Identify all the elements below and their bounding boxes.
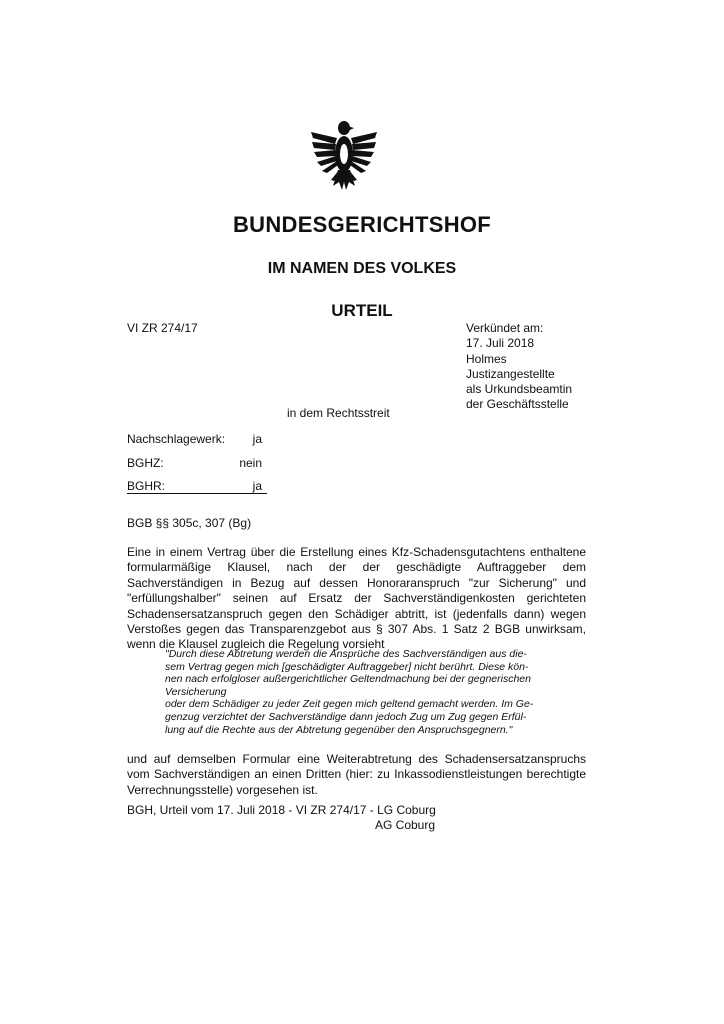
announcement-line: Verkündet am: [466,321,544,335]
proceeding-label: in dem Rechtsstreit [287,406,390,420]
clause-quote [165,648,583,736]
reference-row [127,432,267,456]
federal-eagle-emblem-icon [309,118,379,194]
case-citation [127,803,436,833]
announcement-clerk-name: Holmes [466,351,507,366]
announcement-line: Justizangestellte [466,366,555,381]
in-the-name-of-the-people: IM NAMEN DES VOLKES [267,260,457,277]
reference-value: nein [239,455,262,470]
quote-line: Versicherung [165,685,227,698]
quote-line: sem Vertrag gegen mich [geschädigter Auftraggeber] nicht berührt. Diese kön- [165,660,529,673]
document-type: URTEIL [331,301,393,320]
announcement-block [466,321,572,413]
reference-row [127,456,267,480]
reference-label: BGHZ: [127,455,164,470]
headnote-text: Eine in einem Vertrag über die Erstellung eines Kfz-Schadensgutachtens enthaltene formularmäßige Klausel, nach der der geschädigte Auftraggeber dem Sachverständigen in Bezug auf dessen Honoraranspruch "zur Sicherung" und "erfüllungshalber" seinen auf Ersatz der Sachverständigenkosten gerichteten Schadensersatzanspruch gegen den Schädiger abtritt, ist (jedenfalls dann) wegen Verstoßes gegen das Transparenzgebot aus § 307 Abs. 1 Satz 2 BGB unwirksam, wenn die Klausel zugleich die Regelung vorsieht [127,545,586,652]
reference-value: ja [252,479,262,493]
quote-line: genzug verzichtet der Sachverständige dann jedoch Zug um Zug gegen Erfül- [165,710,527,723]
headnote [127,545,586,653]
quote-line: nen nach erfolgloser außergerichtlicher Geltendmachung bei der gegnerischen [165,673,531,686]
quote-line: "Durch diese Abtretung werden die Ansprüche des Sachverständigen aus die- [165,648,527,660]
headnote-continuation [127,752,586,798]
legal-basis: BGB §§ 305c, 307 (Bg) [127,516,252,530]
file-number: VI ZR 274/17 [127,321,198,335]
announcement-line: als Urkundsbeamtin [466,382,573,397]
reference-table [127,432,267,494]
reference-row [127,479,267,494]
citation-line: BGH, Urteil vom 17. Juli 2018 - VI ZR 274/17 - LG Coburg [127,803,436,817]
continuation-text: und auf demselben Formular eine Weiterabtretung des Schadensersatzanspruchs vom Sachverständigen an einen Dritten (hier: zu Inkassodienstleistungen berechtigte Verrechnungsstelle) vorgesehen ist. [127,752,586,797]
reference-value: ja [252,432,262,446]
quote-line: lung auf die Rechte aus der Abtretung gegenüber den Anspruchsgegnern." [165,723,513,736]
court-name: BUNDESGERICHTSHOF [232,212,492,237]
reference-label: Nachschlagewerk: [127,432,226,446]
quote-line: oder dem Schädiger zu jeder Zeit gegen mich geltend gemacht werden. Im Ge- [165,698,534,711]
reference-label: BGHR: [127,479,166,493]
announcement-date: 17. Juli 2018 [466,336,535,351]
citation-line-lower-court: AG Coburg [375,818,436,833]
announcement-line: der Geschäftsstelle [466,397,569,412]
